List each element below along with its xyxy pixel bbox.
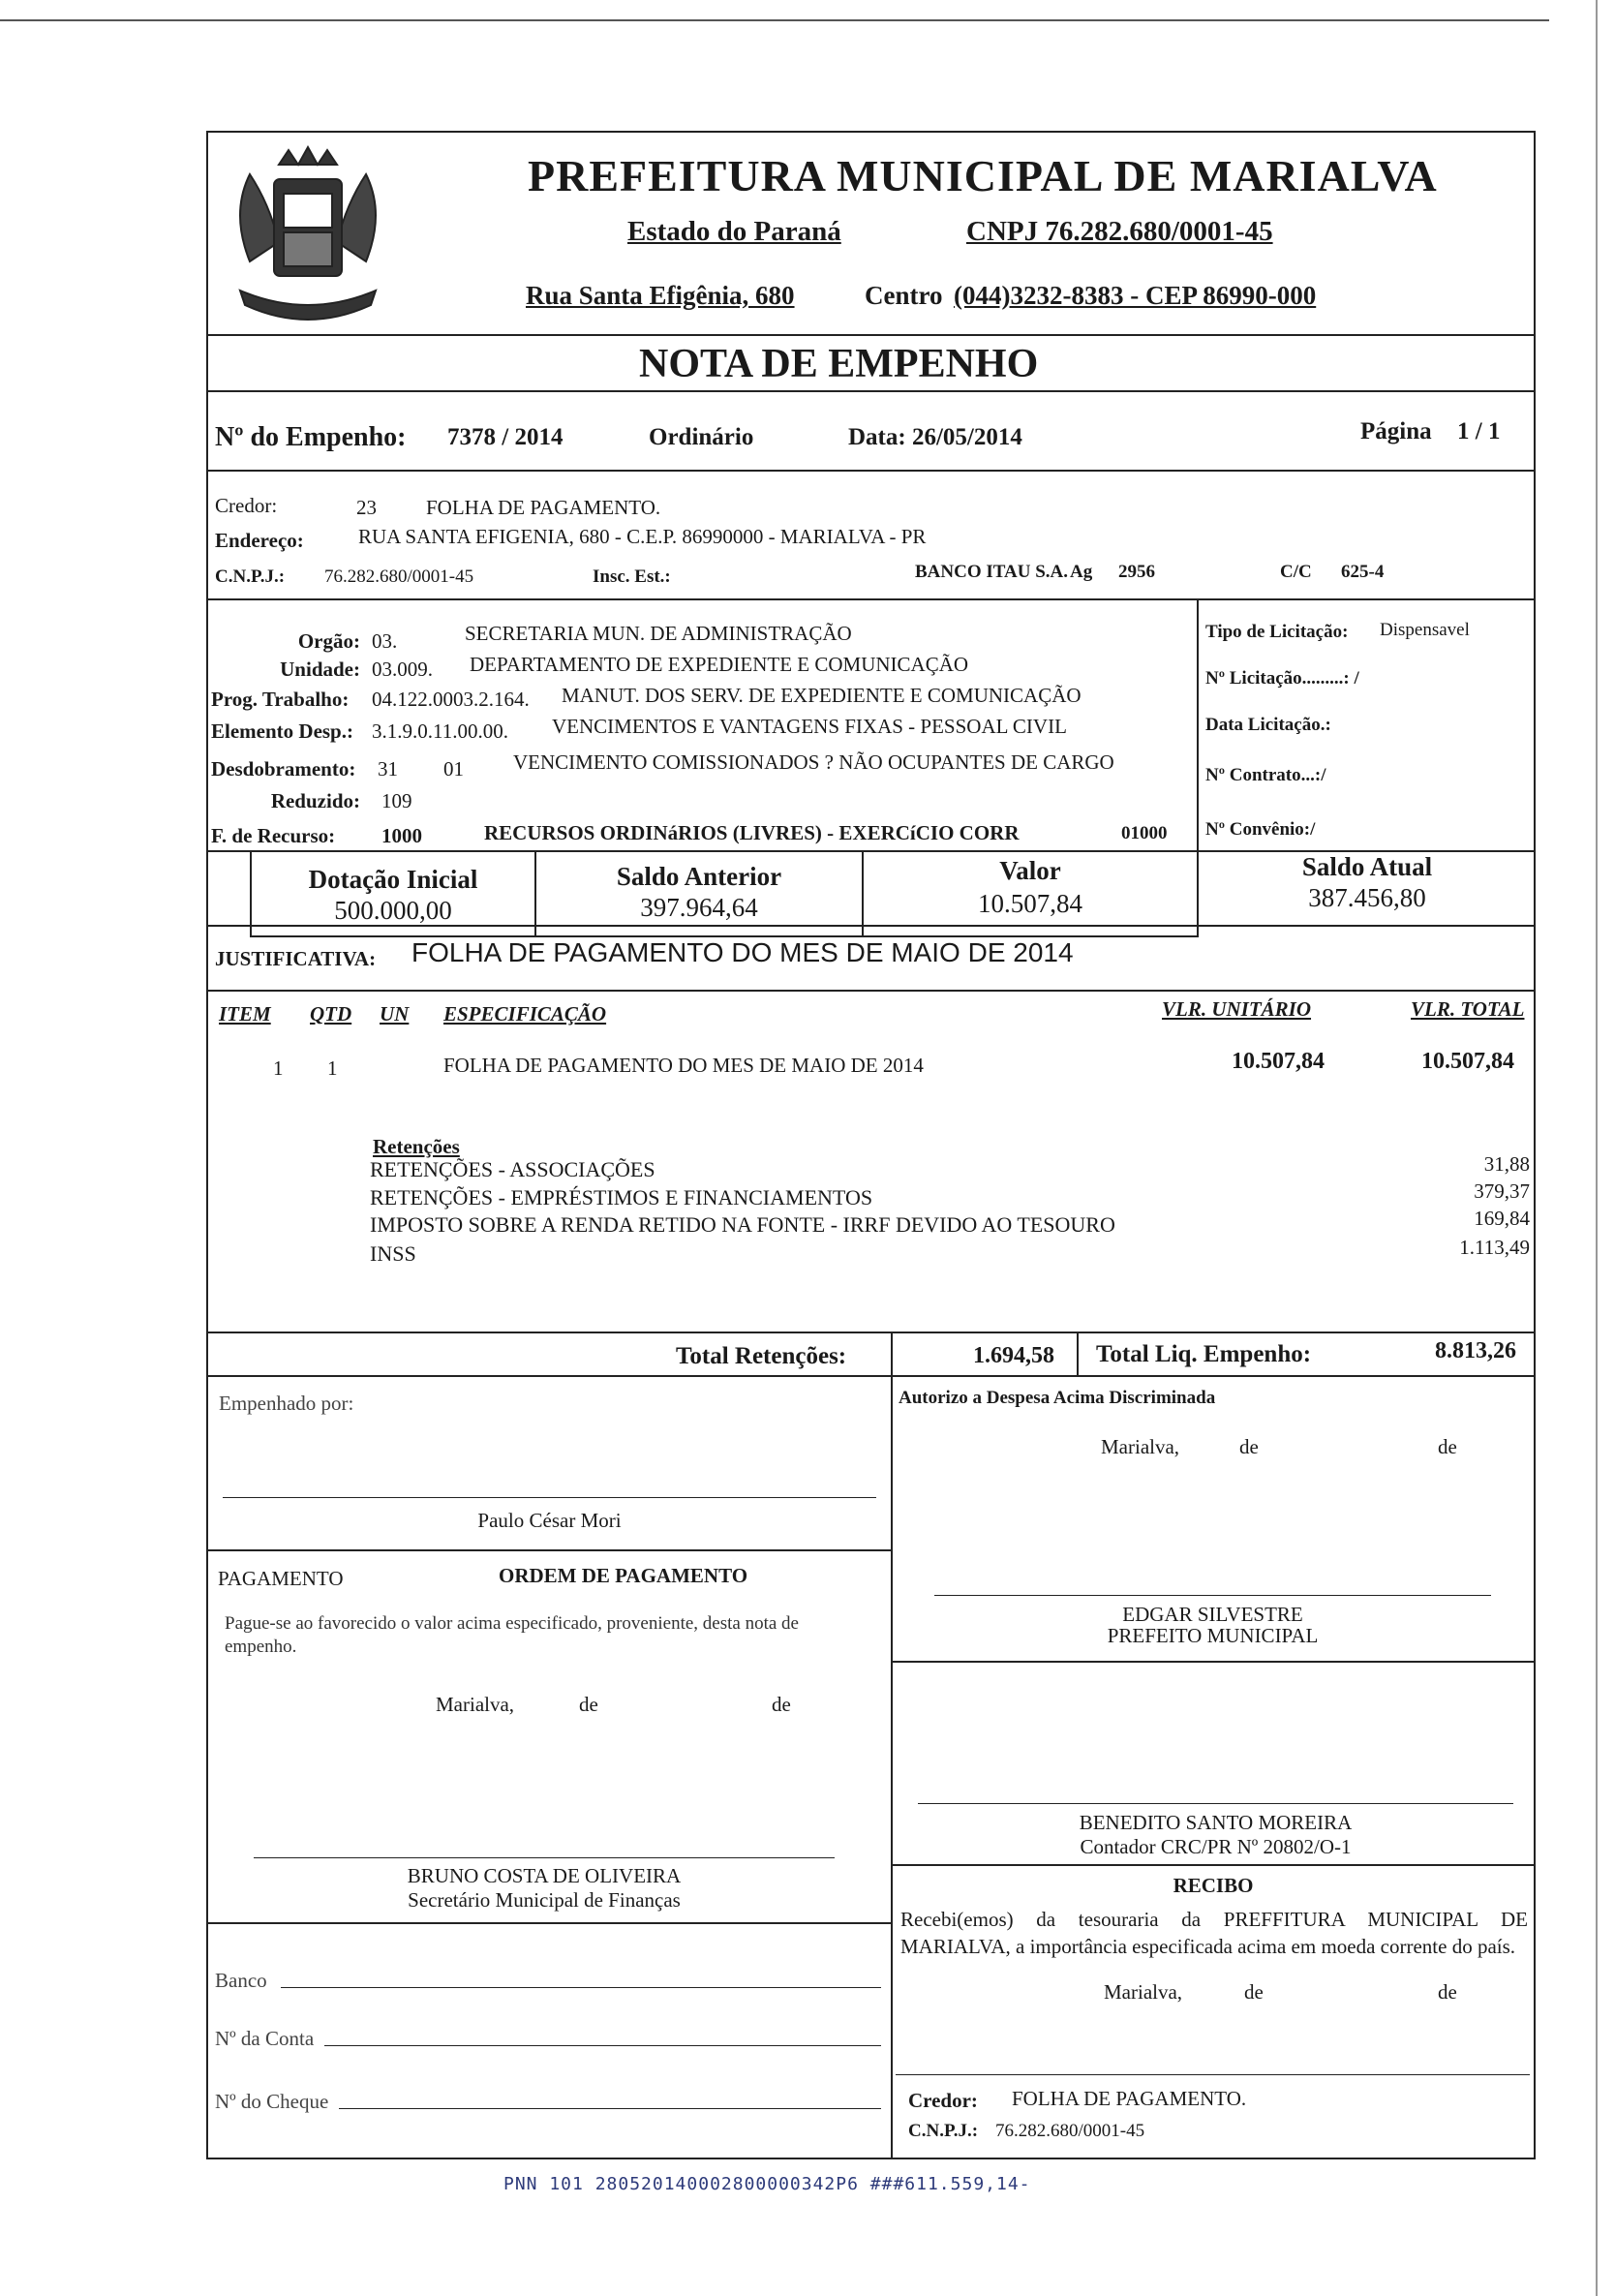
recibo-signature-line bbox=[896, 2074, 1530, 2075]
recibo-credor-nome: FOLHA DE PAGAMENTO. bbox=[1012, 2087, 1247, 2110]
saldo-anterior-value: 397.964,64 bbox=[640, 893, 758, 922]
row-unit: 10.507,84 bbox=[1232, 1049, 1325, 1074]
recurso-code: 1000 bbox=[381, 824, 422, 847]
contador-bottom-divider bbox=[891, 1864, 1536, 1866]
state-label: Estado do Paraná bbox=[627, 216, 841, 247]
recibo-text: Recebi(emos) da tesouraria da PREFFITURA MUNICIPAL DE MARIALVA, a importância especificada acima em moeda corrente do país. bbox=[900, 1908, 1528, 1958]
row-item: 1 bbox=[273, 1056, 284, 1080]
banco-label: Banco bbox=[215, 1969, 267, 1992]
page-number: 1 / 1 bbox=[1457, 418, 1501, 444]
elemento-code: 3.1.9.0.11.00.00. bbox=[372, 719, 508, 743]
desdobramento-desc: VENCIMENTO COMISSIONADOS ? NÃO OCUPANTES DE CARGO bbox=[513, 750, 1114, 774]
orgao-label: Orgão: bbox=[297, 629, 360, 653]
col-total: VLR. TOTAL bbox=[1411, 997, 1525, 1021]
credor-divider bbox=[206, 598, 1536, 600]
header-street: Rua Santa Efigênia, 680 bbox=[526, 281, 795, 310]
dotacao-value: 500.000,00 bbox=[334, 896, 452, 925]
prog-desc: MANUT. DOS SERV. DE EXPEDIENTE E COMUNICAÇÃO bbox=[562, 684, 1082, 707]
total-liquido-label: Total Liq. Empenho: bbox=[1096, 1341, 1312, 1367]
retencoes-title: Retenções bbox=[373, 1135, 460, 1158]
conta-field[interactable] bbox=[324, 2045, 881, 2046]
lower-middle-divider bbox=[891, 1375, 893, 2159]
cheque-label: Nº do Cheque bbox=[215, 2090, 329, 2113]
pague-text: Pague-se ao favorecido o valor acima especificado, proveniente, desta nota de empenho. bbox=[225, 1613, 799, 1657]
credor-name: FOLHA DE PAGAMENTO. bbox=[426, 496, 661, 519]
saldo-atual-value: 387.456,80 bbox=[1308, 883, 1426, 912]
prog-code: 04.122.0003.2.164. bbox=[372, 688, 530, 711]
items-top-divider bbox=[206, 990, 1536, 992]
licitacao-contrato: Nº Contrato...:/ bbox=[1205, 765, 1326, 785]
licitacao-tipo-label: Tipo de Licitação: bbox=[1205, 622, 1349, 642]
unidade-label: Unidade: bbox=[280, 658, 360, 681]
recibo-cnpj-label: C.N.P.J.: bbox=[908, 2121, 979, 2141]
credor-cnpj: 76.282.680/0001-45 bbox=[324, 566, 474, 587]
header-cnpj: CNPJ 76.282.680/0001-45 bbox=[966, 216, 1273, 247]
credor-cnpj-label: C.N.P.J.: bbox=[215, 566, 286, 587]
recibo-credor-label: Credor: bbox=[908, 2089, 978, 2112]
banco-field[interactable] bbox=[281, 1987, 881, 1988]
pagamento-label: PAGAMENTO bbox=[218, 1567, 344, 1590]
total-retencoes-value: 1.694,58 bbox=[973, 1343, 1054, 1368]
autorizo-city: Marialva, bbox=[1101, 1435, 1180, 1458]
address-label: Endereço: bbox=[215, 529, 304, 552]
row-total: 10.507,84 bbox=[1421, 1049, 1514, 1074]
row-qtd: 1 bbox=[327, 1056, 338, 1080]
pagamento-city: Marialva, bbox=[436, 1693, 515, 1716]
saldo-atual-label: Saldo Atual bbox=[1301, 852, 1433, 881]
valor-label: Valor bbox=[999, 856, 1061, 885]
title-divider bbox=[206, 390, 1536, 392]
prefeito-nome: EDGAR SILVESTRE bbox=[1122, 1603, 1303, 1626]
institution-title: PREFEITURA MUNICIPAL DE MARIALVA bbox=[528, 151, 1438, 200]
secretario-bottom-divider bbox=[206, 1922, 891, 1924]
licitacao-numero: Nº Licitação.........: / bbox=[1205, 668, 1359, 689]
licitacao-data: Data Licitação.: bbox=[1205, 715, 1331, 735]
licitacao-divider bbox=[1197, 598, 1199, 850]
header-district: Centro bbox=[865, 281, 943, 310]
conta-label: Nº da Conta bbox=[215, 2027, 315, 2050]
prefeito-signature-line bbox=[934, 1595, 1491, 1596]
page-top-line bbox=[0, 19, 1549, 21]
page-right-line bbox=[1596, 0, 1598, 2296]
credor-code: 23 bbox=[356, 496, 377, 519]
agency-number: 2956 bbox=[1118, 562, 1155, 582]
contador-nome: BENEDITO SANTO MOREIRA bbox=[1079, 1811, 1353, 1834]
recibo-cnpj: 76.282.680/0001-45 bbox=[995, 2121, 1145, 2141]
dotacao-label: Dotação Inicial bbox=[308, 865, 478, 894]
col-unit: VLR. UNITÁRIO bbox=[1162, 997, 1312, 1021]
address-value: RUA SANTA EFIGENIA, 680 - C.E.P. 86990000 - MARIALVA - PR bbox=[358, 525, 927, 548]
retencao-label: RETENÇÕES - EMPRÉSTIMOS E FINANCIAMENTOS bbox=[370, 1185, 873, 1209]
recurso-label: F. de Recurso: bbox=[211, 824, 336, 847]
elemento-label: Elemento Desp.: bbox=[211, 719, 353, 743]
empenho-divider bbox=[206, 470, 1536, 472]
empenhado-signature-line bbox=[223, 1497, 876, 1498]
col-item: ITEM bbox=[219, 1002, 271, 1026]
retencao-label: IMPOSTO SOBRE A RENDA RETIDO NA FONTE - IRRF DEVIDO AO TESOURO bbox=[370, 1212, 1115, 1237]
prefeito-cargo: PREFEITO MUNICIPAL bbox=[1107, 1624, 1319, 1647]
orgao-code: 03. bbox=[372, 629, 398, 653]
totals-sep-1 bbox=[891, 1332, 893, 1375]
justificativa-label: JUSTIFICATIVA: bbox=[215, 947, 377, 970]
col-qtd: QTD bbox=[310, 1002, 352, 1026]
values-divider bbox=[206, 925, 1536, 927]
autorizo-de2: de bbox=[1438, 1435, 1457, 1458]
reduzido-value: 109 bbox=[381, 789, 412, 812]
empenho-type: Ordinário bbox=[649, 424, 754, 450]
total-retencoes-label: Total Retenções: bbox=[676, 1343, 847, 1369]
prog-label: Prog. Trabalho: bbox=[211, 688, 350, 711]
totals-sep-2 bbox=[1077, 1332, 1079, 1375]
contador-cargo: Contador CRC/PR Nº 20802/O-1 bbox=[1080, 1835, 1352, 1858]
ordem-pagamento-label: ORDEM DE PAGAMENTO bbox=[499, 1564, 748, 1587]
footer-bank-code: PNN 101 280520140002800000342P6 ###611.559,14- bbox=[503, 2174, 1031, 2194]
empenho-number: 7378 / 2014 bbox=[447, 424, 564, 450]
row-spec: FOLHA DE PAGAMENTO DO MES DE MAIO DE 2014 bbox=[443, 1054, 924, 1077]
header-divider bbox=[206, 334, 1536, 336]
unidade-desc: DEPARTAMENTO DE EXPEDIENTE E COMUNICAÇÃO bbox=[470, 653, 969, 676]
recibo-de2: de bbox=[1438, 1980, 1457, 2004]
totals-bottom-divider bbox=[206, 1375, 1536, 1377]
recibo-title: RECIBO bbox=[1173, 1874, 1254, 1897]
account-number: 625-4 bbox=[1341, 562, 1385, 582]
document-title: NOTA DE EMPENHO bbox=[639, 342, 1039, 386]
pagamento-de1: de bbox=[579, 1693, 598, 1716]
unidade-code: 03.009. bbox=[372, 658, 433, 681]
secretario-cargo: Secretário Municipal de Finanças bbox=[408, 1888, 681, 1912]
contador-signature-line bbox=[918, 1803, 1513, 1804]
retencao-label: INSS bbox=[370, 1241, 416, 1266]
retencao-value: 169,84 bbox=[1474, 1207, 1530, 1230]
totals-top-divider bbox=[206, 1332, 1536, 1333]
pagamento-de2: de bbox=[772, 1693, 791, 1716]
recibo-city: Marialva, bbox=[1104, 1980, 1183, 2004]
retencao-value: 1.113,49 bbox=[1459, 1236, 1530, 1259]
coat-of-arms-logo bbox=[211, 145, 405, 334]
justificativa-text: FOLHA DE PAGAMENTO DO MES DE MAIO DE 2014 bbox=[411, 937, 1074, 967]
orgao-desc: SECRETARIA MUN. DE ADMINISTRAÇÃO bbox=[465, 622, 852, 645]
reduzido-label: Reduzido: bbox=[270, 789, 360, 812]
total-liquido-value: 8.813,26 bbox=[1435, 1338, 1516, 1363]
recurso-desc: RECURSOS ORDINáRIOS (LIVRES) - EXERCíCIO CORR bbox=[484, 821, 1020, 844]
desdobramento-label: Desdobramento: bbox=[211, 757, 356, 781]
page-label: Página bbox=[1360, 418, 1432, 444]
recurso-sub: 01000 bbox=[1121, 823, 1168, 843]
retencao-label: RETENÇÕES - ASSOCIAÇÕES bbox=[370, 1157, 655, 1181]
agency-label: Ag bbox=[1070, 562, 1093, 582]
header-phone-cep: (044)3232-8383 - CEP 86990-000 bbox=[954, 281, 1317, 310]
empenhado-nome: Paulo César Mori bbox=[477, 1509, 622, 1532]
valor-value: 10.507,84 bbox=[978, 889, 1082, 918]
desdobramento-code: 31 bbox=[378, 757, 398, 781]
autorizo-de1: de bbox=[1239, 1435, 1259, 1458]
empenho-date: Data: 26/05/2014 bbox=[848, 424, 1022, 450]
desdobramento-sub: 01 bbox=[443, 757, 464, 781]
secretario-nome: BRUNO COSTA DE OLIVEIRA bbox=[407, 1864, 682, 1887]
licitacao-tipo-value: Dispensavel bbox=[1380, 620, 1470, 640]
empenhado-bottom-divider bbox=[206, 1549, 891, 1551]
empenhado-por-label: Empenhado por: bbox=[219, 1392, 354, 1415]
recibo-de1: de bbox=[1244, 1980, 1264, 2004]
saldo-anterior-label: Saldo Anterior bbox=[616, 862, 782, 891]
col-un: UN bbox=[380, 1002, 410, 1026]
secretario-signature-line bbox=[254, 1857, 835, 1858]
insc-label: Insc. Est.: bbox=[593, 566, 671, 587]
bank-name: BANCO ITAU S.A. bbox=[915, 562, 1069, 582]
retencao-value: 31,88 bbox=[1483, 1152, 1530, 1176]
licitacao-convenio: Nº Convênio:/ bbox=[1205, 819, 1316, 840]
retencao-value: 379,37 bbox=[1474, 1179, 1530, 1203]
cheque-field[interactable] bbox=[339, 2108, 881, 2109]
account-label: C/C bbox=[1280, 562, 1312, 582]
prefeito-bottom-divider bbox=[891, 1661, 1536, 1663]
credor-label: Credor: bbox=[215, 494, 278, 517]
col-spec: ESPECIFICAÇÃO bbox=[443, 1002, 607, 1026]
autorizo-label: Autorizo a Despesa Acima Discriminada bbox=[899, 1388, 1216, 1408]
empenho-label: Nº do Empenho: bbox=[215, 422, 407, 452]
elemento-desc: VENCIMENTOS E VANTAGENS FIXAS - PESSOAL CIVIL bbox=[552, 715, 1067, 738]
